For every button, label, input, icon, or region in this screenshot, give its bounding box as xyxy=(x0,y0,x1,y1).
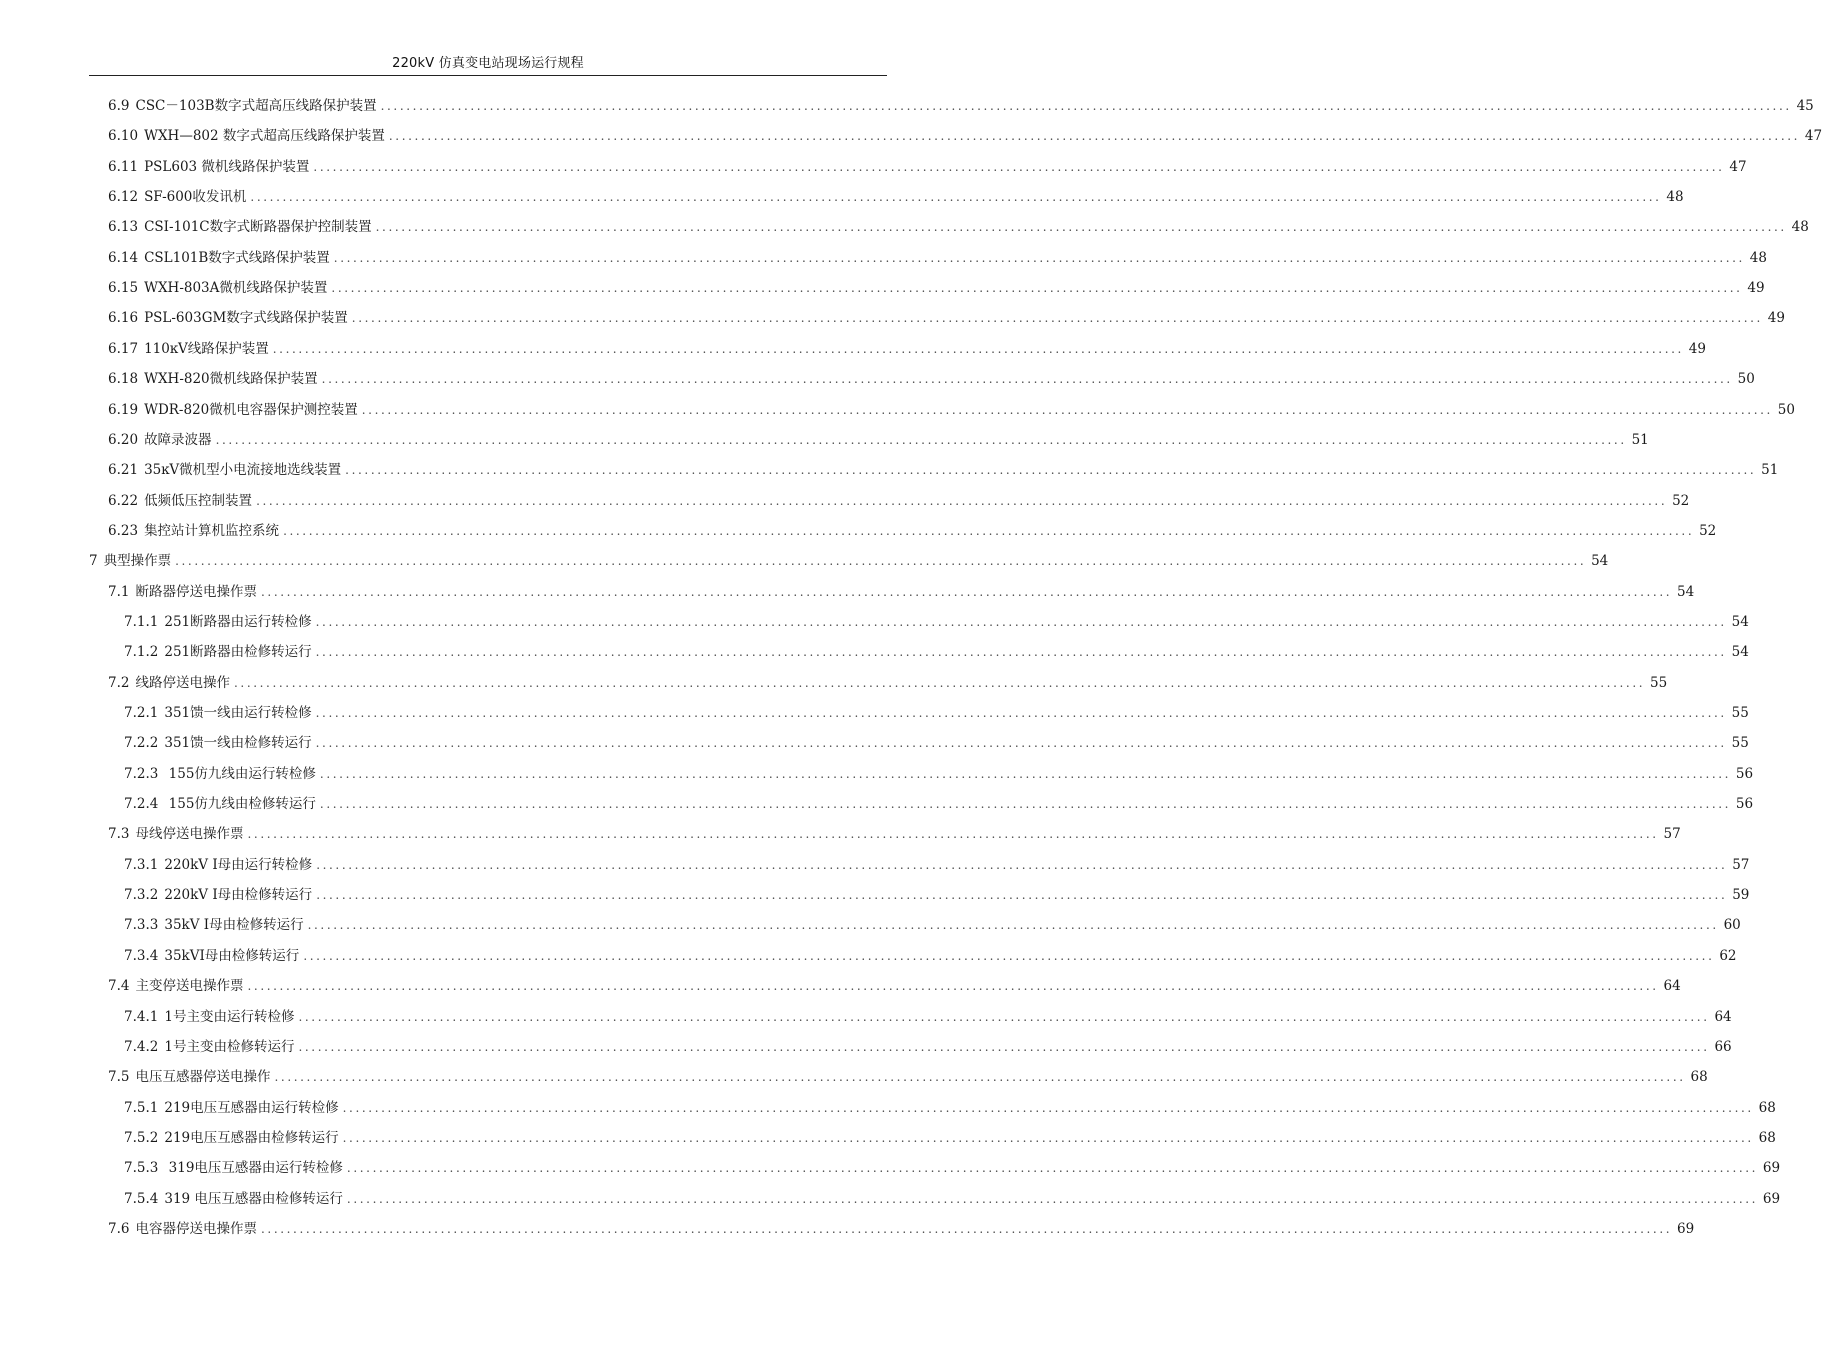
toc-entry-title: 251断路器由检修转运行 xyxy=(164,644,312,661)
toc-entry-title: 故障录波器 xyxy=(144,431,212,448)
toc-dot-leader: ............................................................................................................................................................................................................................ xyxy=(380,99,1792,113)
toc-entry-title: WXH-803A微机线路保护装置 xyxy=(144,280,328,297)
toc-entry-title: PSL-603GM数字式线路保护装置 xyxy=(144,310,348,327)
toc-dot-leader: ............................................................................................................................................................................................................................ xyxy=(303,948,1715,963)
toc-entry-number: 7.5.1 xyxy=(124,1099,159,1116)
toc-entry-page-number: 69 xyxy=(1762,1190,1781,1207)
toc-entry[interactable] xyxy=(108,217,1809,237)
toc-dot-leader: ............................................................................................................................................................................................................................ xyxy=(307,918,1719,933)
toc-entry-number: 6.13 xyxy=(108,219,139,236)
toc-entry-page-number: 50 xyxy=(1737,371,1755,388)
toc-entry[interactable] xyxy=(124,642,1749,662)
toc-entry[interactable] xyxy=(108,521,1717,541)
toc-dot-leader: ............................................................................................................................................................................................................................ xyxy=(316,857,1728,872)
toc-entry-page-number: 47 xyxy=(1804,128,1822,145)
toc-entry-title: 电容器停送电操作票 xyxy=(135,1220,257,1237)
toc-entry-page-number: 50 xyxy=(1777,401,1795,418)
toc-entry-title: WDR-820微机电容器保护测控装置 xyxy=(144,401,358,418)
toc-dot-leader: ............................................................................................................................................................................................................................ xyxy=(346,1191,1759,1206)
toc-entry-page-number: 69 xyxy=(1676,1220,1695,1237)
page-header-title: 220kV 仿真变电站现场运行规程 xyxy=(392,56,584,71)
toc-entry-title: 典型操作票 xyxy=(103,553,172,570)
toc-entry-number: 7.6 xyxy=(108,1220,130,1237)
toc-entry[interactable] xyxy=(108,157,1747,177)
toc-entry-number: 7.1.1 xyxy=(124,613,159,630)
toc-entry-number: 7.1.2 xyxy=(124,644,159,661)
toc-dot-leader: ............................................................................................................................................................................................................................ xyxy=(315,614,1727,629)
toc-entry-title: CSL101B数字式线路保护装置 xyxy=(144,249,330,266)
toc-dot-leader: ............................................................................................................................................................................................................................ xyxy=(315,706,1727,720)
toc-dot-leader: ............................................................................................................................................................................................................................ xyxy=(346,1161,1759,1176)
toc-entry-number: 7.1 xyxy=(108,583,130,600)
toc-entry-number: 6.16 xyxy=(108,310,139,327)
toc-entry[interactable] xyxy=(108,308,1785,328)
toc-entry[interactable] xyxy=(124,1189,1781,1209)
toc-entry[interactable] xyxy=(124,915,1741,935)
toc-entry-number: 7.5 xyxy=(108,1069,130,1086)
toc-entry-page-number: 54 xyxy=(1731,644,1749,661)
toc-entry-number: 7.5.4 xyxy=(124,1190,159,1207)
toc-entry-title: 219电压互感器由运行转检修 xyxy=(164,1099,339,1116)
toc-dot-leader: ............................................................................................................................................................................................................................ xyxy=(342,1100,1754,1115)
toc-entry-title: 220kV Ⅰ母由运行转检修 xyxy=(164,856,313,873)
toc-entry-page-number: 55 xyxy=(1649,674,1668,691)
toc-entry-number: 6.22 xyxy=(108,492,139,509)
toc-entry-title: 351馈一线由运行转检修 xyxy=(164,705,312,721)
toc-entry-number: 7.2 xyxy=(108,674,130,691)
toc-entry-page-number: 59 xyxy=(1732,887,1750,904)
toc-entry[interactable] xyxy=(108,1067,1708,1087)
toc-entry-title: CSC－103B数字式超高压线路保护装置 xyxy=(135,98,377,114)
toc-entry-number: 7.4.2 xyxy=(124,1038,159,1055)
toc-entry-title: 155仿九线由运行转检修 xyxy=(164,765,316,782)
toc-entry[interactable] xyxy=(124,764,1754,784)
toc-entry-page-number: 47 xyxy=(1729,158,1747,175)
toc-entry[interactable] xyxy=(108,673,1668,693)
toc-entry-number: 7.3.4 xyxy=(124,947,159,964)
toc-entry[interactable] xyxy=(108,582,1695,602)
toc-entry-page-number: 57 xyxy=(1663,826,1681,843)
toc-dot-leader: ............................................................................................................................................................................................................................ xyxy=(315,645,1727,660)
toc-entry-title: 母线停送电操作票 xyxy=(135,826,244,843)
toc-entry[interactable] xyxy=(108,369,1755,389)
toc-entry[interactable] xyxy=(108,430,1649,450)
toc-dot-leader: ............................................................................................................................................................................................................................ xyxy=(215,432,1627,447)
toc-entry-page-number: 56 xyxy=(1735,765,1754,782)
toc-dot-leader: ............................................................................................................................................................................................................................ xyxy=(298,1039,1710,1054)
toc-entry-number: 6.9 xyxy=(108,98,130,114)
toc-dot-leader: ............................................................................................................................................................................................................................ xyxy=(272,341,1684,356)
toc-dot-leader: ............................................................................................................................................................................................................................ xyxy=(342,1130,1754,1145)
toc-entry[interactable] xyxy=(108,339,1706,359)
toc-entry[interactable] xyxy=(124,1128,1776,1148)
toc-entry-title: 集控站计算机监控系统 xyxy=(144,522,280,539)
toc-dot-leader: ............................................................................................................................................................................................................................ xyxy=(321,372,1733,387)
toc-entry-title: 1号主变由运行转检修 xyxy=(164,1008,295,1025)
toc-entry-number: 6.19 xyxy=(108,401,139,418)
toc-entry[interactable] xyxy=(124,1007,1732,1027)
toc-entry-page-number: 52 xyxy=(1672,492,1690,509)
toc-entry-number: 7.3.1 xyxy=(124,856,159,873)
toc-entry[interactable] xyxy=(124,1098,1776,1118)
toc-entry-page-number: 49 xyxy=(1747,280,1765,297)
toc-entry-title: 1号主变由检修转运行 xyxy=(164,1038,295,1055)
toc-dot-leader: ............................................................................................................................................................................................................................ xyxy=(388,129,1801,144)
toc-entry[interactable] xyxy=(89,551,1609,571)
toc-dot-leader: ............................................................................................................................................................................................................................ xyxy=(283,523,1695,538)
toc-dot-leader: ............................................................................................................................................................................................................................ xyxy=(233,675,1646,690)
toc-dot-leader: ............................................................................................................................................................................................................................ xyxy=(256,493,1668,508)
toc-entry[interactable] xyxy=(108,491,1690,511)
toc-dot-leader: ............................................................................................................................................................................................................................ xyxy=(315,736,1727,751)
toc-entry-number: 6.21 xyxy=(108,462,139,479)
toc-entry-number: 6.20 xyxy=(108,431,139,448)
toc-entry-page-number: 60 xyxy=(1723,917,1741,934)
toc-entry[interactable] xyxy=(108,248,1767,268)
toc-entry-page-number: 48 xyxy=(1749,249,1767,266)
toc-entry-title: 351馈一线由检修转运行 xyxy=(164,735,312,752)
toc-dot-leader: ............................................................................................................................................................................................................................ xyxy=(247,827,1659,842)
toc-entry-number: 7.3.2 xyxy=(124,887,159,904)
toc-entry-title: 155仿九线由检修转运行 xyxy=(164,796,316,813)
toc-entry[interactable] xyxy=(108,96,1814,116)
toc-entry-page-number: 56 xyxy=(1735,796,1754,813)
toc-entry-page-number: 62 xyxy=(1719,947,1737,964)
toc-entry-page-number: 69 xyxy=(1762,1160,1781,1177)
toc-entry-number: 6.14 xyxy=(108,249,139,266)
toc-dot-leader: ............................................................................................................................................................................................................................ xyxy=(274,1070,1686,1085)
toc-entry-title: 220kV Ⅰ母由检修转运行 xyxy=(164,887,313,904)
toc-entry-page-number: 68 xyxy=(1758,1099,1776,1116)
toc-entry-page-number: 52 xyxy=(1699,522,1717,539)
toc-dot-leader: ............................................................................................................................................................................................................................ xyxy=(345,463,1757,478)
toc-dot-leader: ............................................................................................................................................................................................................................ xyxy=(250,190,1662,205)
toc-entry-page-number: 48 xyxy=(1666,189,1684,206)
toc-entry-number: 7.5.2 xyxy=(124,1129,159,1146)
toc-entry-title: 219电压互感器由检修转运行 xyxy=(164,1129,339,1146)
toc-dot-leader: ............................................................................................................................................................................................................................ xyxy=(260,1221,1673,1236)
toc-entry-number: 7 xyxy=(89,553,98,570)
toc-entry-page-number: 64 xyxy=(1714,1008,1732,1025)
toc-entry-title: 319电压互感器由运行转检修 xyxy=(164,1160,343,1177)
toc-entry[interactable] xyxy=(124,733,1749,753)
toc-entry[interactable] xyxy=(124,946,1737,966)
toc-entry-page-number: 64 xyxy=(1663,978,1681,995)
toc-entry[interactable] xyxy=(124,855,1750,875)
toc-entry[interactable] xyxy=(124,794,1754,814)
toc-entry-title: 35kV Ⅰ母由检修转运行 xyxy=(164,917,304,934)
toc-entry[interactable] xyxy=(124,612,1749,632)
toc-entry-number: 6.23 xyxy=(108,522,139,539)
toc-entry-title: PSL603 微机线路保护装置 xyxy=(144,158,310,175)
toc-entry[interactable] xyxy=(108,400,1795,420)
toc-entry[interactable] xyxy=(108,976,1681,996)
toc-dot-leader: ............................................................................................................................................................................................................................ xyxy=(333,250,1745,265)
toc-entry[interactable] xyxy=(108,460,1779,480)
toc-entry-number: 6.11 xyxy=(108,158,139,175)
toc-entry-title: CSI-101C数字式断路器保护控制装置 xyxy=(144,219,372,236)
toc-entry-page-number: 68 xyxy=(1690,1069,1708,1086)
toc-entry-page-number: 55 xyxy=(1731,735,1749,752)
toc-entry-title: WXH-820微机线路保护装置 xyxy=(144,371,318,388)
toc-entry-number: 7.2.1 xyxy=(124,705,159,721)
toc-entry-page-number: 55 xyxy=(1731,705,1749,721)
toc-entry[interactable] xyxy=(124,703,1749,723)
toc-entry-page-number: 45 xyxy=(1796,98,1814,114)
toc-entry-title: 251断路器由运行转检修 xyxy=(164,613,312,630)
toc-entry-title: 35ĸV微机型小电流接地选线装置 xyxy=(144,462,342,479)
toc-entry[interactable] xyxy=(124,1158,1781,1178)
toc-dot-leader: ............................................................................................................................................................................................................................ xyxy=(175,554,1587,569)
toc-dot-leader: ............................................................................................................................................................................................................................ xyxy=(375,220,1787,235)
toc-entry[interactable] xyxy=(124,885,1750,905)
toc-entry-number: 6.10 xyxy=(108,128,139,145)
toc-entry-page-number: 49 xyxy=(1688,340,1706,357)
toc-entry-title: 线路停送电操作 xyxy=(135,674,230,691)
toc-dot-leader: ............................................................................................................................................................................................................................ xyxy=(351,311,1763,326)
toc-entry-title: 319 电压互感器由检修转运行 xyxy=(164,1190,343,1207)
toc-entry-page-number: 48 xyxy=(1791,219,1809,236)
toc-dot-leader: ............................................................................................................................................................................................................................ xyxy=(319,797,1732,812)
toc-entry-page-number: 51 xyxy=(1761,462,1779,479)
toc-entry-page-number: 66 xyxy=(1714,1038,1732,1055)
toc-dot-leader: ............................................................................................................................................................................................................................ xyxy=(331,281,1743,296)
toc-entry-number: 7.3.3 xyxy=(124,917,159,934)
toc-entry-page-number: 49 xyxy=(1767,310,1785,327)
toc-entry-number: 6.18 xyxy=(108,371,139,388)
toc-entry-title: SF-600收发讯机 xyxy=(144,189,247,206)
toc-entry[interactable] xyxy=(108,824,1681,844)
toc-entry[interactable] xyxy=(108,278,1765,298)
toc-entry-number: 7.2.4 xyxy=(124,796,159,813)
toc-entry-number: 7.2.3 xyxy=(124,765,159,782)
toc-dot-leader: ............................................................................................................................................................................................................................ xyxy=(247,979,1659,994)
toc-entry[interactable] xyxy=(124,1037,1732,1057)
toc-entry-title: 电压互感器停送电操作 xyxy=(135,1069,271,1086)
toc-entry[interactable] xyxy=(108,1219,1695,1239)
toc-entry-number: 6.12 xyxy=(108,189,139,206)
toc-entry-title: 断路器停送电操作票 xyxy=(135,583,257,600)
toc-entry-title: 主变停送电操作票 xyxy=(135,978,244,995)
toc-entry-title: 低频低压控制装置 xyxy=(144,492,253,509)
toc-entry-number: 6.15 xyxy=(108,280,139,297)
toc-entry-page-number: 51 xyxy=(1631,431,1649,448)
toc-dot-leader: ............................................................................................................................................................................................................................ xyxy=(298,1009,1710,1024)
toc-entry-title: WXH—802 数字式超高压线路保护装置 xyxy=(144,128,385,145)
toc-entry-page-number: 68 xyxy=(1758,1129,1776,1146)
toc-entry-number: 7.4.1 xyxy=(124,1008,159,1025)
toc-entry[interactable] xyxy=(108,126,1822,146)
toc-entry-title: 110ĸV线路保护装置 xyxy=(144,340,269,357)
toc-entry-number: 7.2.2 xyxy=(124,735,159,752)
header-divider xyxy=(89,75,887,76)
toc-entry-page-number: 54 xyxy=(1676,583,1695,600)
toc-entry-page-number: 54 xyxy=(1731,613,1749,630)
toc-dot-leader: ............................................................................................................................................................................................................................ xyxy=(316,888,1728,903)
toc-entry-number: 7.4 xyxy=(108,978,130,995)
toc-entry-title: 35kVⅠ母由检修转运行 xyxy=(164,947,300,964)
toc-dot-leader: ............................................................................................................................................................................................................................ xyxy=(260,584,1673,599)
toc-dot-leader: ............................................................................................................................................................................................................................ xyxy=(319,766,1732,781)
toc-dot-leader: ............................................................................................................................................................................................................................ xyxy=(313,159,1725,174)
toc-entry-page-number: 54 xyxy=(1591,553,1609,570)
toc-entry-number: 6.17 xyxy=(108,340,139,357)
toc-entry-number: 7.3 xyxy=(108,826,130,843)
toc-entry-page-number: 57 xyxy=(1732,856,1750,873)
toc-entry-number: 7.5.3 xyxy=(124,1160,159,1177)
toc-entry[interactable] xyxy=(108,187,1684,207)
toc-dot-leader: ............................................................................................................................................................................................................................ xyxy=(361,402,1773,417)
